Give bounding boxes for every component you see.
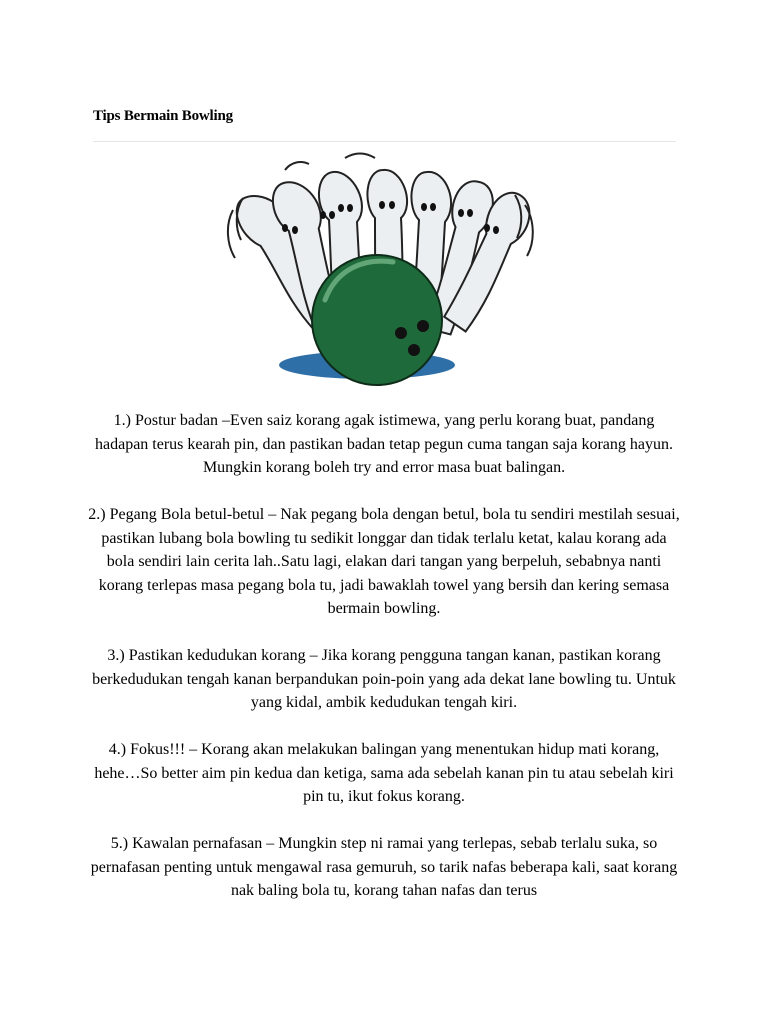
tip-paragraph-1: 1.) Postur badan –Even saiz korang agak istimewa, yang perlu korang buat, pandang hadapan terus kearah pin, dan pastikan badan tetap pegun cuma tangan saja korang hayun. Mungkin korang boleh try and error masa buat balingan.: [94, 412, 673, 476]
bowling-ball: [312, 255, 442, 385]
tip-paragraph-3: 3.) Pastikan kedudukan korang – Jika korang pengguna tangan kanan, pastikan korang berkedudukan tengah kanan berpandukan poin-poin yang ada dekat lane bowling tu. Untuk yang kidal, ambik kedudukan tengah kiri.: [92, 647, 676, 711]
bowling-pins-and-ball-cartoon: [225, 150, 545, 390]
tip-paragraph-2: 2.) Pegang Bola betul-betul – Nak pegang bola dengan betul, bola tu sendiri mestilah sesuai, pastikan lubang bola bowling tu sedikit longgar dan tidak terlalu ketat, kalau korang ada bola sendiri lain cerita lah..Satu lagi, elakan dari tangan yang berpeluh, sebabnya nanti korang terlepas masa pegang bola tu, jadi bawaklah towel yang bersih dan kering semasa bermain bowling.: [88, 506, 680, 617]
tip-paragraph-4: 4.) Fokus!!! – Korang akan melakukan balingan yang menentukan hidup mati korang, hehe…So better aim pin kedua dan ketiga, sama ada sebelah kanan pin tu atau sebelah kiri pin tu, ikut fokus korang.: [94, 741, 674, 805]
tip-paragraph-5: 5.) Kawalan pernafasan – Mungkin step ni ramai yang terlepas, sebab terlalu suka, so pernafasan penting untuk mengawal rasa gemuruh, so tarik nafas beberapa kali, saat korang nak baling bola tu, korang tahan nafas dan terus: [90, 835, 678, 899]
document-title: Tips Bermain Bowling: [93, 108, 233, 124]
article-body: [88, 409, 680, 926]
title-divider: [93, 141, 676, 142]
